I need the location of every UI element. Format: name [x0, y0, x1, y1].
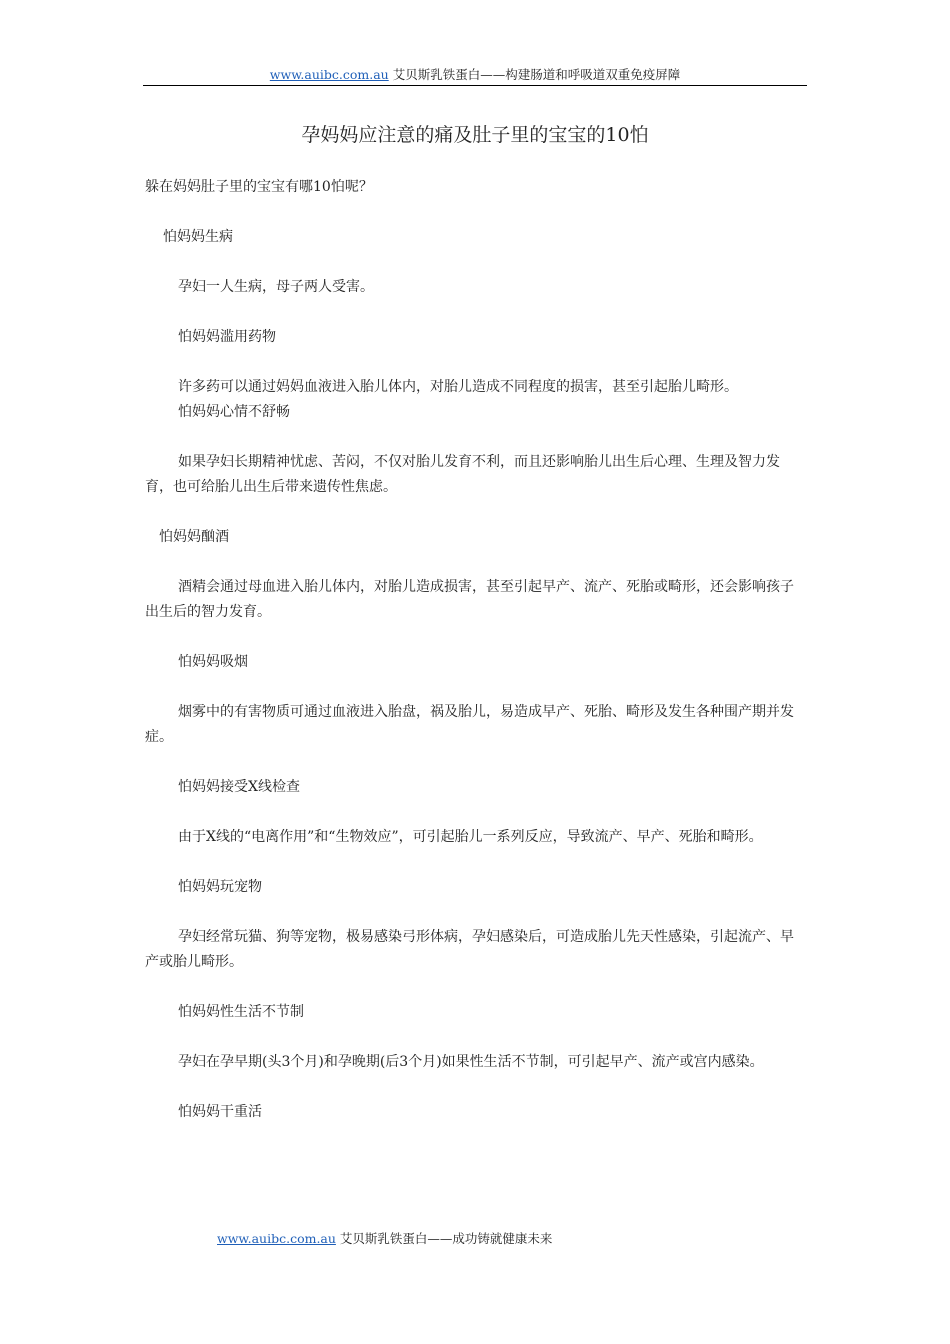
heading-alcohol: 怕妈妈酗酒 — [159, 529, 229, 545]
page-footer — [217, 1230, 552, 1248]
footer-text: 艾贝斯乳铁蛋白——成功铸就健康未来 — [335, 1231, 553, 1246]
heading-mood: 怕妈妈心情不舒畅 — [178, 404, 290, 420]
heading-sex: 怕妈妈性生活不节制 — [178, 1004, 304, 1020]
header-text: 艾贝斯乳铁蛋白——构建肠道和呼吸道双重免疫屏障 — [388, 67, 681, 82]
heading-heavy-work: 怕妈妈干重活 — [178, 1104, 262, 1120]
para-alcohol: 酒精会通过母血进入胎儿体内，对胎儿造成损害，甚至引起早产、流产、死胎或畸形，还会影响孩子出生后的智力发育。 — [145, 579, 794, 620]
heading-smoking: 怕妈妈吸烟 — [178, 654, 248, 670]
page-header — [143, 66, 807, 86]
article-body — [145, 175, 807, 1125]
page-title: 孕妈妈应注意的痛及肚子里的宝宝的10怕 — [301, 124, 649, 146]
heading-pets: 怕妈妈玩宠物 — [178, 879, 262, 895]
para-drugs: 许多药可以通过妈妈血液进入胎儿体内，对胎儿造成不同程度的损害，甚至引起胎儿畸形。 — [178, 379, 738, 395]
intro-text: 躲在妈妈肚子里的宝宝有哪10怕呢？ — [145, 179, 373, 195]
footer-link[interactable]: www.auibc.com.au — [217, 1231, 336, 1246]
para-smoking: 烟雾中的有害物质可通过血液进入胎盘，祸及胎儿，易造成早产、死胎、畸形及发生各种围产期并发症。 — [145, 704, 794, 745]
heading-xray: 怕妈妈接受X线检查 — [178, 779, 300, 795]
para-sex: 孕妇在孕早期(头3个月)和孕晚期(后3个月)如果性生活不节制，可引起早产、流产或宫内感染。 — [178, 1054, 764, 1070]
para-sick: 孕妇一人生病，母子两人受害。 — [178, 279, 374, 295]
heading-sick: 怕妈妈生病 — [163, 229, 233, 245]
para-mood: 如果孕妇长期精神忧虑、苦闷，不仅对胎儿发育不利，而且还影响胎儿出生后心理、生理及智力发育，也可给胎儿出生后带来遗传性焦虑。 — [145, 454, 780, 495]
heading-drugs: 怕妈妈滥用药物 — [178, 329, 276, 345]
header-link[interactable]: www.auibc.com.au — [269, 67, 389, 82]
para-xray: 由于X线的“电离作用”和“生物效应”，可引起胎儿一系列反应，导致流产、早产、死胎和畸形。 — [178, 829, 763, 845]
para-pets: 孕妇经常玩猫、狗等宠物，极易感染弓形体病，孕妇感染后，可造成胎儿先天性感染，引起流产、早产或胎儿畸形。 — [145, 929, 794, 970]
